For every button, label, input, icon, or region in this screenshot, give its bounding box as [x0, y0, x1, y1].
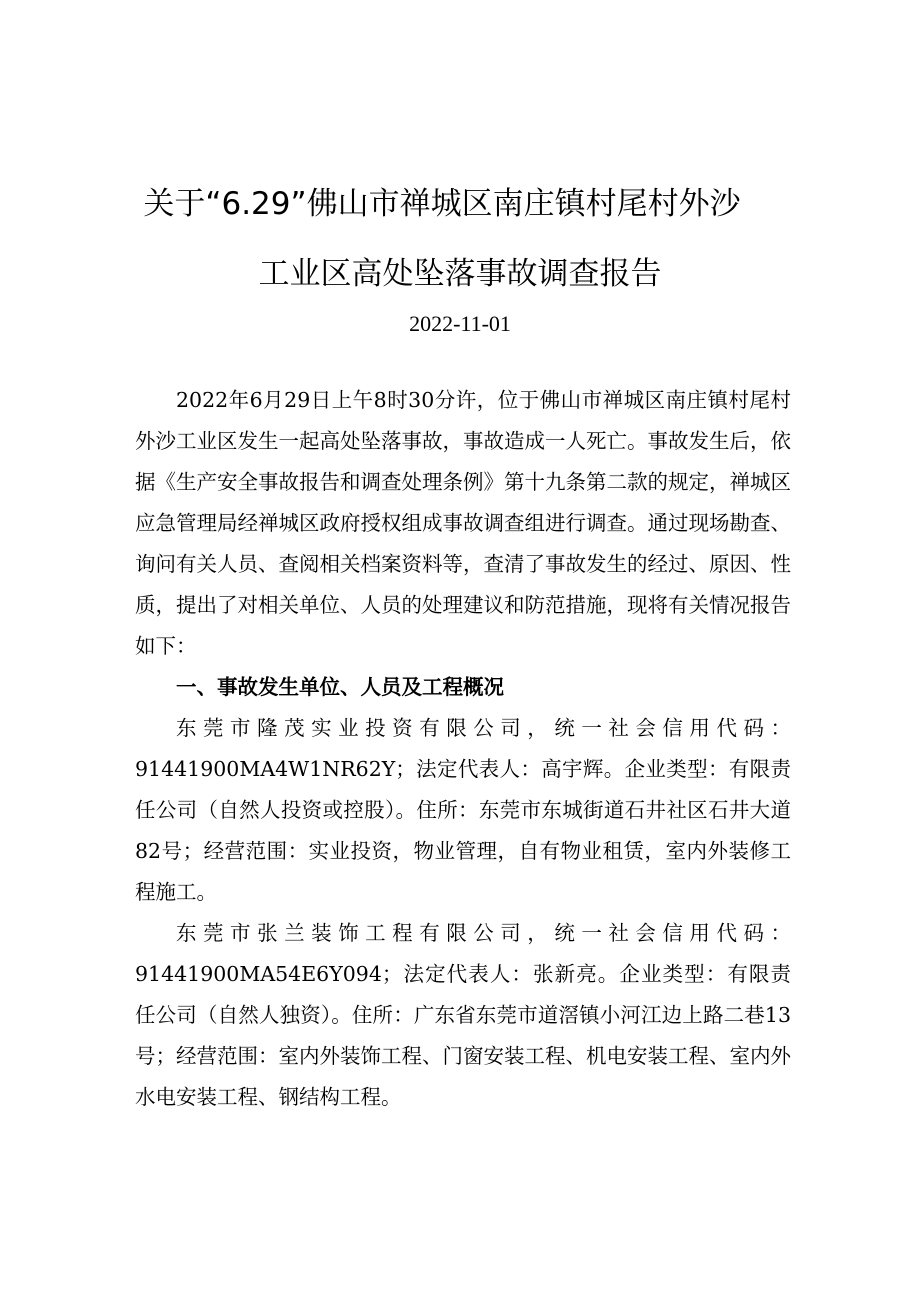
company-paragraph: 东莞市隆茂实业投资有限公司，统一社会信用代码：91441900MA4W1NR62Y；法定代表人：高宇辉。企业类型：有限责任公司（自然人投资或控股）。住所：东莞市东城街道石井社区石井大道82号；经营范围：实业投资，物业管理，自有物业租赁，室内外装修工程施工。	[135, 716, 791, 904]
section-heading: 一、事故发生单位、人员及工程概况	[176, 675, 504, 699]
document-body	[135, 380, 791, 1118]
document-title-line-1: 关于“6.29”佛山市禅城区南庄镇村尾村外沙	[143, 186, 741, 222]
intro-paragraph: 2022年6月29日上午8时30分许，位于佛山市禅城区南庄镇村尾村外沙工业区发生一起高处坠落事故，事故造成一人死亡。事故发生后，依据《生产安全事故报告和调查处理条例》第十九条第二款的规定，禅城区应急管理局经禅城区政府授权组成事故调查组进行调查。通过现场勘查、询问有关人员、查阅相关档案资料等，查清了事故发生的经过、原因、性质，提出了对相关单位、人员的处理建议和防范措施，现将有关情况报告如下：	[135, 388, 791, 658]
document-date: 2022-11-01	[409, 311, 511, 336]
document-title-line-2: 工业区高处坠落事故调查报告	[258, 256, 662, 292]
company-paragraph: 东莞市张兰装饰工程有限公司，统一社会信用代码：91441900MA54E6Y094；法定代表人：张新亮。企业类型：有限责任公司（自然人独资）。住所：广东省东莞市道滘镇小河江边上路二巷13号；经营范围：室内外装饰工程、门窗安装工程、机电安装工程、室内外水电安装工程、钢结构工程。	[135, 921, 791, 1109]
